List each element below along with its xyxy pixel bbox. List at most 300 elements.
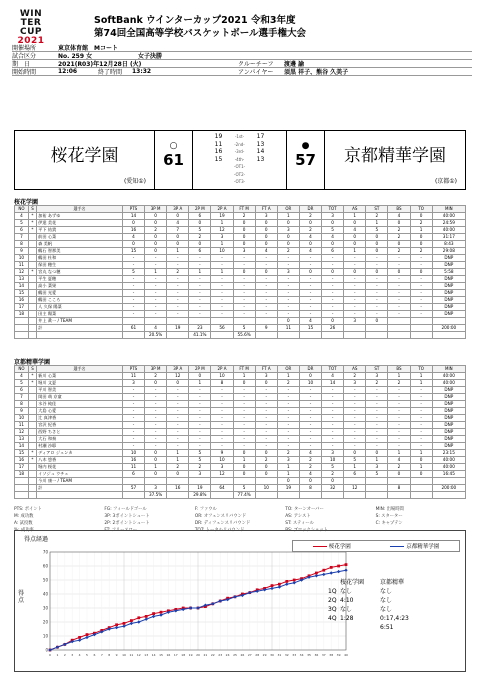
table-cell: 2 bbox=[366, 213, 388, 220]
table-cell: 55.6% bbox=[233, 332, 255, 339]
table-cell: 0 bbox=[122, 220, 144, 227]
legend-item: PTS: ポイント bbox=[14, 507, 42, 512]
table-cell: 0 bbox=[388, 471, 410, 478]
legend-row bbox=[14, 520, 466, 527]
table-cell: 平川 智美 bbox=[37, 387, 123, 394]
table-cell: 11 bbox=[15, 422, 29, 429]
table-cell: - bbox=[167, 297, 189, 304]
table-cell: 2 bbox=[277, 450, 299, 457]
table-cell: - bbox=[322, 262, 344, 269]
column-header: NO bbox=[15, 206, 29, 213]
table-cell: 4 bbox=[15, 373, 29, 380]
table-cell bbox=[299, 332, 321, 339]
table-cell: - bbox=[277, 429, 299, 436]
table-cell: - bbox=[255, 401, 277, 408]
table-cell: 3 bbox=[145, 485, 167, 492]
table-cell: * bbox=[28, 269, 36, 276]
table-cell: - bbox=[145, 422, 167, 429]
table-cell: 3 bbox=[344, 380, 366, 387]
table-cell: - bbox=[344, 255, 366, 262]
table-cell: - bbox=[277, 401, 299, 408]
table-cell bbox=[28, 415, 36, 422]
table-cell: 2 bbox=[145, 373, 167, 380]
table-cell: 1 bbox=[344, 213, 366, 220]
data-point bbox=[337, 570, 340, 573]
table-cell: 11 bbox=[122, 464, 144, 471]
legend-item: DR: ディフェンスリバウンド bbox=[194, 521, 251, 526]
tournament-title: SoftBank ウインターカップ2021 令和3年度 bbox=[94, 15, 296, 26]
table-cell: 0 bbox=[366, 234, 388, 241]
table-cell: 6 bbox=[322, 248, 344, 255]
table-cell: 堀内 桜花 bbox=[37, 464, 123, 471]
table-cell bbox=[167, 318, 189, 325]
table-cell bbox=[432, 318, 465, 325]
table-cell: - bbox=[277, 311, 299, 318]
table-cell: DNP bbox=[432, 297, 465, 304]
table-cell: - bbox=[366, 394, 388, 401]
logo-line: WIN bbox=[19, 9, 43, 19]
table-cell bbox=[211, 492, 233, 499]
table-cell: DNP bbox=[432, 276, 465, 283]
crew-chief: 渡邊 諭 bbox=[284, 61, 305, 68]
y-tick-label: 60 bbox=[42, 563, 48, 569]
table-cell: - bbox=[322, 387, 344, 394]
table-cell: 10 bbox=[15, 255, 29, 262]
table-cell: 14 bbox=[122, 213, 144, 220]
table-cell: 4 bbox=[299, 318, 321, 325]
table-cell: 0 bbox=[322, 478, 344, 485]
table-cell bbox=[28, 262, 36, 269]
table-cell: 4 bbox=[322, 234, 344, 241]
table-cell: 0 bbox=[145, 248, 167, 255]
table-cell: - bbox=[277, 276, 299, 283]
table-cell bbox=[28, 471, 36, 478]
lead-cell: なし bbox=[380, 588, 393, 595]
x-tick-label: 0 bbox=[49, 653, 51, 657]
column-header: FT M bbox=[233, 206, 255, 213]
table-cell: 1 bbox=[277, 213, 299, 220]
table-cell: 2 bbox=[388, 380, 410, 387]
table-cell: - bbox=[388, 276, 410, 283]
column-header: FT A bbox=[255, 366, 277, 373]
table-cell: - bbox=[410, 297, 432, 304]
table-cell: 2 bbox=[145, 227, 167, 234]
data-point bbox=[271, 584, 274, 587]
table-cell: - bbox=[366, 436, 388, 443]
column-header: BS bbox=[388, 206, 410, 213]
table-cell: 200:00 bbox=[432, 485, 465, 492]
column-header: ST bbox=[366, 206, 388, 213]
table-cell: 40:00 bbox=[432, 464, 465, 471]
table-cell: - bbox=[211, 262, 233, 269]
table-cell: 新川 心菜 bbox=[37, 373, 123, 380]
data-point bbox=[337, 565, 340, 568]
table-cell: 2 bbox=[189, 464, 211, 471]
table-cell: DNP bbox=[432, 304, 465, 311]
table-cell: 0 bbox=[167, 213, 189, 220]
table-cell: - bbox=[388, 311, 410, 318]
column-header: 2P A bbox=[211, 366, 233, 373]
table-cell: - bbox=[366, 443, 388, 450]
table-cell: 3 bbox=[322, 213, 344, 220]
chart-legend bbox=[292, 540, 460, 552]
away-quarter-score bbox=[251, 163, 271, 171]
table-cell: 八木 悠香 bbox=[37, 457, 123, 464]
table-cell: - bbox=[410, 276, 432, 283]
column-header: NO bbox=[15, 366, 29, 373]
table-cell: - bbox=[344, 436, 366, 443]
table-cell: - bbox=[189, 290, 211, 297]
legend-item: TO: ターンオーバー bbox=[285, 507, 324, 512]
table-cell: 1 bbox=[189, 380, 211, 387]
player-row bbox=[15, 443, 466, 450]
legend-item: A: 試投数 bbox=[14, 521, 33, 526]
table-cell: 16:45 bbox=[432, 471, 465, 478]
table-cell: 3 bbox=[211, 464, 233, 471]
crew-chief-label: クルーチーフ bbox=[238, 61, 274, 68]
player-row bbox=[15, 276, 466, 283]
lead-cell bbox=[328, 578, 340, 587]
data-point bbox=[285, 583, 288, 586]
table-cell: 2 bbox=[277, 248, 299, 255]
table-cell: - bbox=[344, 394, 366, 401]
table-cell: 26 bbox=[322, 325, 344, 332]
home-team-name: 桜花学園 bbox=[50, 146, 119, 166]
home-quarter-score: 16 bbox=[214, 148, 223, 155]
table-cell: - bbox=[211, 276, 233, 283]
table-cell: - bbox=[277, 436, 299, 443]
table-cell: DNP bbox=[432, 290, 465, 297]
table-cell: - bbox=[299, 429, 321, 436]
table-cell: 1 bbox=[277, 373, 299, 380]
table-cell: 1 bbox=[189, 269, 211, 276]
data-point bbox=[315, 574, 318, 577]
table-cell: - bbox=[189, 415, 211, 422]
table-cell bbox=[28, 401, 36, 408]
column-header: TO bbox=[410, 206, 432, 213]
table-cell: - bbox=[388, 262, 410, 269]
table-cell: - bbox=[167, 401, 189, 408]
table-cell bbox=[28, 304, 36, 311]
table-cell: 0 bbox=[255, 227, 277, 234]
table-cell: 2 bbox=[344, 373, 366, 380]
lead-cell: 3Q bbox=[328, 606, 337, 613]
table-cell: - bbox=[122, 311, 144, 318]
player-row bbox=[15, 408, 466, 415]
table-cell: - bbox=[388, 290, 410, 297]
lead-cell: 0:17,4:23 bbox=[380, 615, 409, 622]
table-cell bbox=[255, 318, 277, 325]
table-cell: 12 bbox=[15, 269, 29, 276]
table-cell: 1 bbox=[366, 457, 388, 464]
table-cell: - bbox=[145, 262, 167, 269]
table-cell bbox=[366, 478, 388, 485]
table-cell: - bbox=[255, 415, 277, 422]
table-cell: - bbox=[233, 401, 255, 408]
table-cell: 2 bbox=[299, 227, 321, 234]
table-cell: 1 bbox=[211, 269, 233, 276]
table-cell bbox=[211, 478, 233, 485]
chart-title: 得点経過 bbox=[24, 536, 49, 543]
data-point bbox=[145, 618, 148, 621]
table-cell: 高小 菜果 bbox=[37, 283, 123, 290]
table-cell: - bbox=[145, 415, 167, 422]
lead-cell: なし bbox=[340, 606, 353, 613]
player-row bbox=[15, 255, 466, 262]
table-cell: 13 bbox=[15, 276, 29, 283]
table-cell: 4 bbox=[145, 325, 167, 332]
table-cell: 4 bbox=[167, 220, 189, 227]
column-header: S bbox=[28, 206, 36, 213]
table-cell: 4 bbox=[15, 213, 29, 220]
lead-row bbox=[328, 596, 430, 605]
table-header-row bbox=[15, 366, 466, 373]
table-cell: - bbox=[211, 297, 233, 304]
table-cell bbox=[15, 485, 29, 492]
table-cell: - bbox=[299, 304, 321, 311]
table-cell bbox=[28, 408, 36, 415]
table-cell: - bbox=[189, 443, 211, 450]
table-cell: 0 bbox=[233, 241, 255, 248]
table-cell: - bbox=[211, 422, 233, 429]
table-cell: 9 bbox=[211, 450, 233, 457]
table-cell: - bbox=[145, 290, 167, 297]
table-cell: 0 bbox=[322, 241, 344, 248]
column-header: AS bbox=[344, 206, 366, 213]
table-cell: - bbox=[233, 422, 255, 429]
table-cell: 0 bbox=[189, 220, 211, 227]
table-cell bbox=[122, 332, 144, 339]
table-cell: 16 bbox=[122, 227, 144, 234]
x-tick-label: 4 bbox=[78, 653, 81, 657]
table-cell: 0 bbox=[344, 234, 366, 241]
table-cell: - bbox=[189, 262, 211, 269]
table-cell: 56 bbox=[211, 325, 233, 332]
table-cell: 3 bbox=[211, 234, 233, 241]
lead-cell bbox=[340, 623, 380, 632]
table-cell: - bbox=[255, 387, 277, 394]
x-tick-label: 28 bbox=[255, 653, 260, 657]
legend-item: TOT: トータルリバウンド bbox=[194, 528, 245, 533]
table-cell: - bbox=[410, 311, 432, 318]
table-cell: - bbox=[145, 429, 167, 436]
table-cell bbox=[28, 436, 36, 443]
column-header: MIN bbox=[432, 366, 465, 373]
table-cell: 5 bbox=[189, 450, 211, 457]
table-cell: - bbox=[145, 276, 167, 283]
table-cell: 4 bbox=[122, 234, 144, 241]
x-tick-label: 7 bbox=[100, 653, 103, 657]
table-cell: - bbox=[167, 290, 189, 297]
column-header: PTS bbox=[122, 366, 144, 373]
player-row bbox=[15, 387, 466, 394]
data-point bbox=[278, 583, 281, 586]
table-cell: DNP bbox=[432, 401, 465, 408]
legend-item: S: スターター bbox=[375, 514, 403, 519]
table-cell: 6 bbox=[122, 471, 144, 478]
x-tick-label: 25 bbox=[233, 653, 237, 657]
legend-item: C: キャプテン bbox=[375, 521, 403, 526]
table-cell: - bbox=[322, 276, 344, 283]
table-cell: 1 bbox=[410, 373, 432, 380]
table-cell: - bbox=[344, 415, 366, 422]
table-cell: - bbox=[388, 415, 410, 422]
table-cell: DNP bbox=[432, 394, 465, 401]
table-cell: 1 bbox=[388, 373, 410, 380]
table-cell: 1 bbox=[145, 464, 167, 471]
table-cell: - bbox=[388, 297, 410, 304]
player-row bbox=[15, 380, 466, 387]
table-cell: 2 bbox=[189, 234, 211, 241]
lead-time-table bbox=[328, 578, 430, 632]
table-cell: * bbox=[28, 457, 36, 464]
table-cell: 2 bbox=[233, 213, 255, 220]
table-cell: - bbox=[366, 401, 388, 408]
table-cell: 10 bbox=[211, 248, 233, 255]
table-cell: - bbox=[233, 255, 255, 262]
table-cell: 3 bbox=[366, 373, 388, 380]
table-cell: 0 bbox=[233, 220, 255, 227]
data-point bbox=[330, 571, 333, 574]
x-tick-label: 38 bbox=[329, 653, 334, 657]
table-cell: 0 bbox=[344, 241, 366, 248]
table-cell: 12 bbox=[344, 485, 366, 492]
table-cell bbox=[432, 332, 465, 339]
team-row bbox=[15, 318, 466, 325]
lead-row bbox=[328, 623, 430, 632]
legend-item: BS: ブロックショット bbox=[285, 528, 328, 533]
quarter-row bbox=[193, 163, 286, 171]
lead-row bbox=[328, 605, 430, 614]
table-cell bbox=[28, 422, 36, 429]
table-cell: - bbox=[299, 443, 321, 450]
legend-item: ST: スティール bbox=[285, 521, 314, 526]
table-cell: 19 bbox=[189, 485, 211, 492]
data-point bbox=[344, 569, 347, 572]
table-cell: 0 bbox=[233, 269, 255, 276]
table-cell bbox=[388, 492, 410, 499]
table-cell bbox=[233, 318, 255, 325]
away-quarter-score: 13 bbox=[256, 140, 265, 148]
table-cell bbox=[15, 478, 29, 485]
table-cell: 13 bbox=[15, 436, 29, 443]
table-cell: 2 bbox=[388, 248, 410, 255]
table-cell: 0 bbox=[255, 380, 277, 387]
table-cell: イソジュ ウチェ bbox=[37, 471, 123, 478]
table-cell: 0 bbox=[255, 220, 277, 227]
table-cell: - bbox=[388, 401, 410, 408]
table-cell bbox=[277, 332, 299, 339]
table-cell: 0 bbox=[145, 471, 167, 478]
table-cell: - bbox=[211, 290, 233, 297]
table-cell: 0 bbox=[233, 471, 255, 478]
table-cell: - bbox=[211, 401, 233, 408]
quarter-label: -OT1- bbox=[233, 164, 246, 169]
home-quarter-score bbox=[209, 178, 229, 186]
table-cell: 4 bbox=[299, 234, 321, 241]
table-cell: - bbox=[388, 422, 410, 429]
column-header: AS bbox=[344, 366, 366, 373]
x-tick-label: 19 bbox=[188, 653, 193, 657]
table-cell: 0 bbox=[366, 248, 388, 255]
lead-cell: 4:10 bbox=[340, 597, 354, 604]
table-cell: - bbox=[255, 304, 277, 311]
quarter-row bbox=[193, 148, 286, 156]
game-label: 試合区分 bbox=[12, 53, 37, 60]
table-cell: - bbox=[299, 262, 321, 269]
table-cell: - bbox=[277, 255, 299, 262]
table-cell: - bbox=[167, 422, 189, 429]
table-cell: 0 bbox=[410, 241, 432, 248]
table-cell: 0 bbox=[299, 241, 321, 248]
logo-line: TER bbox=[20, 18, 42, 28]
table-cell: 0 bbox=[277, 241, 299, 248]
legend-home bbox=[313, 542, 351, 550]
table-cell: 8 bbox=[388, 485, 410, 492]
table-cell: - bbox=[344, 422, 366, 429]
table-cell: 19 bbox=[167, 325, 189, 332]
column-header: OR bbox=[277, 206, 299, 213]
y-tick-label: 50 bbox=[42, 577, 48, 583]
table-cell bbox=[410, 318, 432, 325]
table-cell: - bbox=[410, 304, 432, 311]
table-cell: - bbox=[211, 304, 233, 311]
table-cell: - bbox=[145, 311, 167, 318]
table-cell: 6 bbox=[15, 387, 29, 394]
table-cell: - bbox=[145, 304, 167, 311]
table-cell: - bbox=[233, 262, 255, 269]
column-header: TO bbox=[410, 366, 432, 373]
x-tick-label: 27 bbox=[247, 653, 252, 657]
table-cell: - bbox=[388, 394, 410, 401]
table-cell: - bbox=[366, 255, 388, 262]
table-cell: - bbox=[388, 443, 410, 450]
data-point bbox=[270, 587, 273, 590]
table-cell: 0 bbox=[322, 318, 344, 325]
table-cell: - bbox=[122, 276, 144, 283]
table-cell: 2 bbox=[322, 471, 344, 478]
table-cell bbox=[410, 325, 432, 332]
table-cell: 19 bbox=[277, 485, 299, 492]
table-cell: 1 bbox=[167, 248, 189, 255]
table-cell: 0 bbox=[167, 471, 189, 478]
table-cell: - bbox=[299, 283, 321, 290]
table-cell: 5 bbox=[366, 227, 388, 234]
x-tick-label: 39 bbox=[336, 653, 341, 657]
table-cell: - bbox=[255, 311, 277, 318]
table-cell: - bbox=[145, 255, 167, 262]
table-cell bbox=[37, 332, 123, 339]
table-cell: - bbox=[344, 311, 366, 318]
column-header: 3P M bbox=[145, 366, 167, 373]
table-cell: - bbox=[233, 394, 255, 401]
table-cell: 5 bbox=[189, 457, 211, 464]
table-cell: 3 bbox=[277, 269, 299, 276]
table-cell: 0 bbox=[255, 234, 277, 241]
table-cell bbox=[28, 443, 36, 450]
table-cell: 0 bbox=[388, 241, 410, 248]
table-cell: 0 bbox=[388, 220, 410, 227]
table-cell: 10 bbox=[322, 457, 344, 464]
table-cell: 0 bbox=[145, 213, 167, 220]
table-cell bbox=[28, 290, 36, 297]
table-cell: 2 bbox=[410, 248, 432, 255]
home-quarter-score bbox=[209, 163, 229, 171]
table-cell: - bbox=[344, 283, 366, 290]
x-tick-label: 20 bbox=[196, 653, 200, 657]
table-cell: - bbox=[388, 436, 410, 443]
y-tick-label: 10 bbox=[42, 633, 48, 639]
